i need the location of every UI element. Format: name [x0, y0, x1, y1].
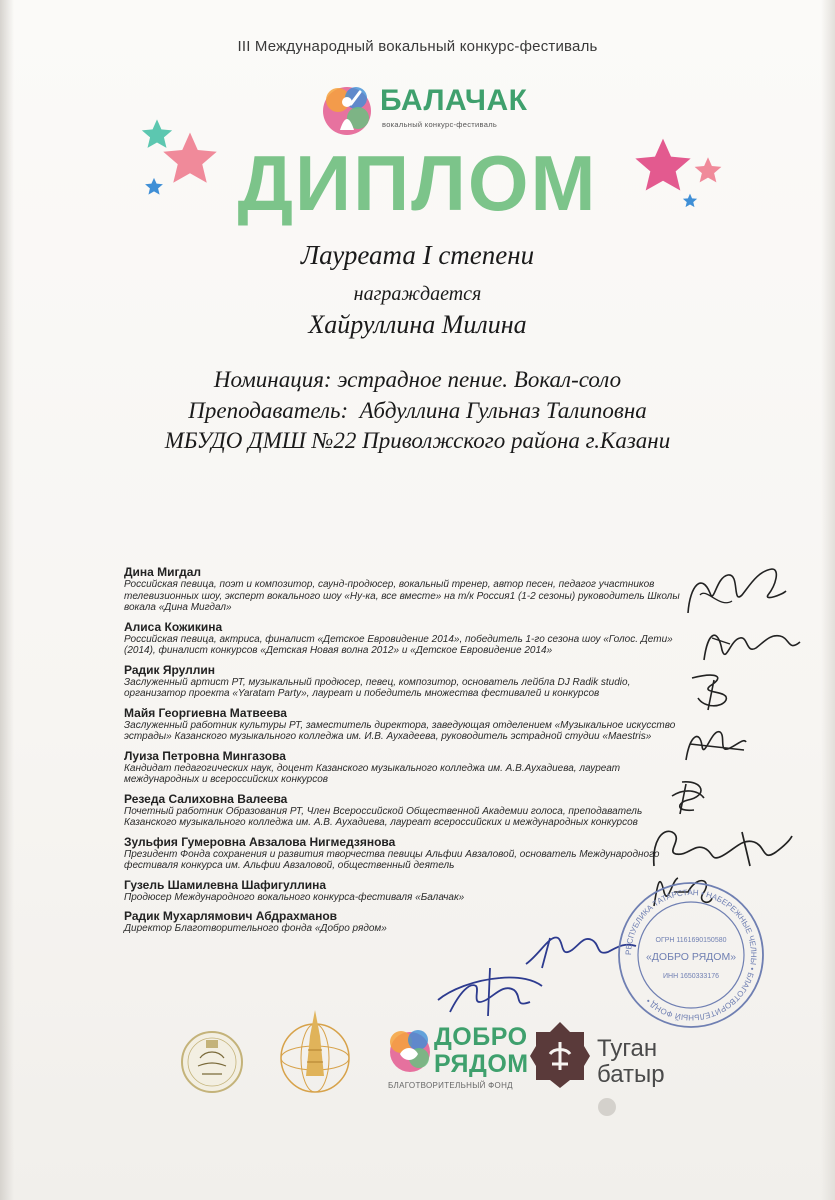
dobro-ryadom-subtitle: БЛАГОТВОРИТЕЛЬНЫЙ ФОНД [388, 1081, 513, 1090]
school-line: МБУДО ДМШ №22 Приволжского района г.Казани [164, 428, 671, 453]
diploma-title: ДИПЛОМ [237, 139, 598, 227]
partner-logo-tower [270, 1006, 360, 1096]
jury-member [124, 663, 694, 700]
stamp-center-text: «ДОБРО РЯДОМ» [645, 951, 737, 963]
signature [430, 962, 550, 1020]
signature [686, 668, 746, 714]
jury-member-description: Российская певица, актриса, финалист «Детское Евровидение 2014», победитель 1-го сезона шоу «Голос. Дети» (2014), финалист конкурсов «Детская Новая волна 2012» и «Детское Евровидение 2014» [124, 633, 673, 656]
awarded-label: награждается [353, 283, 482, 305]
jury-member-name: Алиса Кожикина [124, 619, 223, 634]
tugan-batyr-name [597, 1036, 665, 1088]
partner-logo-circle [180, 1030, 244, 1094]
jury-member-description: Кандидат педагогических наук, доцент Казанского музыкального колледжа им. А.В.Аухадиева, лауреат международных и всероссийских конкурсов [124, 762, 621, 785]
nomination-line: Номинация: эстрадное пение. Вокал-соло [213, 367, 622, 392]
teacher-line: Преподаватель: Абдуллина Гульназ Талиповна [188, 398, 647, 423]
signature [680, 565, 790, 625]
foundation-stamp [616, 880, 766, 1030]
jury-member [124, 749, 694, 786]
jury-member [124, 706, 694, 743]
dobro-ryadom-logo-icon [384, 1024, 434, 1076]
jury-member [124, 878, 694, 904]
stamp-inn: ИНН 1650333176 [662, 973, 720, 980]
jury-member-name: Резеда Салиховна Валеева [124, 791, 288, 806]
jury-member-description: Заслуженный артист РТ, музыкальный продюсер, певец, композитор, основатель лейбла DJ Radik studio, организатор проекта «Yaratam Party», лауреат и победитель множества фестивалей и конкурсов [124, 676, 631, 699]
tugan-batyr-line-2: батыр [597, 1061, 665, 1088]
jury-member-name: Гузель Шамилевна Шафигуллина [124, 877, 327, 892]
jury-member-name: Луиза Петровна Мингазова [124, 748, 286, 763]
jury-member-name: Радик Яруллин [124, 662, 216, 677]
jury-member-description: Российская певица, поэт и композитор, саунд-продюсер, вокальный тренер, автор песен, педагог участников телевизионных шоу, эксперт вокального шоу «Ну-ка, все вместе» на т/к Россия1 (1-2 сезоны) руководитель Школы вокала «Дина Мигдал» [124, 579, 680, 613]
bottom-shadow-dot [598, 1098, 616, 1116]
logo-name: БАЛАЧАК [380, 84, 528, 117]
jury-member-description: Почетный работник Образования РТ, Член Всероссийской Общественной Академии голоса, преподаватель Казанского музыкального колледжа им. А.В. Аухадиева, лауреат всероссийских и международных конкурсов [124, 805, 643, 828]
balachak-logo-icon [316, 78, 378, 140]
jury-member [124, 565, 694, 614]
jury-member-name: Радик Мухарлямович Абдрахманов [124, 909, 338, 923]
signature [700, 620, 805, 668]
jury-member-name: Зульфия Гумеровна Авзалова Нигмедзянова [124, 834, 396, 849]
logo-subtitle: вокальный конкурс-фестиваль [382, 120, 498, 129]
signature [680, 720, 750, 772]
balachak-logo [316, 78, 526, 140]
competition-title: III Международный вокальный конкурс-фестиваль [237, 38, 598, 55]
jury-member [124, 620, 694, 657]
award-degree: Лауреата I степени [300, 240, 535, 270]
tugan-batyr-logo-icon [528, 1020, 592, 1090]
stamp-ring-text: РЕСПУБЛИКА ТАТАРСТАН • НАБЕРЕЖНЫЕ ЧЕЛНЫ • БЛАГОТВОРИТЕЛЬНЫЙ ФОНД • [623, 887, 759, 1023]
dobro-ryadom-name [434, 1024, 529, 1078]
stamp-ogrn: ОГРН 1161690150580 [655, 937, 727, 944]
jury-member-description: Директор Благотворительного фонда «Добро рядом» [124, 923, 387, 934]
jury-list [124, 565, 694, 940]
jury-member-description: Президент Фонда сохранения и развития творчества певицы Альфии Авзаловой, основатель Международного фестиваля конкурса им. Альфии Авзаловой, общественный деятель [124, 848, 660, 871]
jury-member-name: Майя Георгиевна Матвеева [124, 705, 287, 720]
signature [664, 776, 714, 816]
dobro-ryadom-line-1: ДОБРО [434, 1023, 528, 1051]
jury-member-name: Дина Мигдал [124, 565, 202, 579]
jury-member [124, 835, 694, 872]
tugan-batyr-line-1: Туган [597, 1035, 658, 1062]
signature [646, 822, 796, 874]
jury-member-description: Продюсер Международного вокального конкурса-фестиваля «Балачак» [124, 891, 465, 903]
jury-member [124, 792, 694, 829]
winner-name: Хайруллина Милина [308, 310, 527, 339]
jury-member-description: Заслуженный работник культуры РТ, заместитель директора, заведующая отделением «Музыкальное искусство эстрады» Казанского музыкального колледжа им. И.В. Аухадеева, руководитель эстрадной студии «Maestris» [124, 719, 676, 742]
dobro-ryadom-line-2: РЯДОМ [434, 1050, 529, 1078]
